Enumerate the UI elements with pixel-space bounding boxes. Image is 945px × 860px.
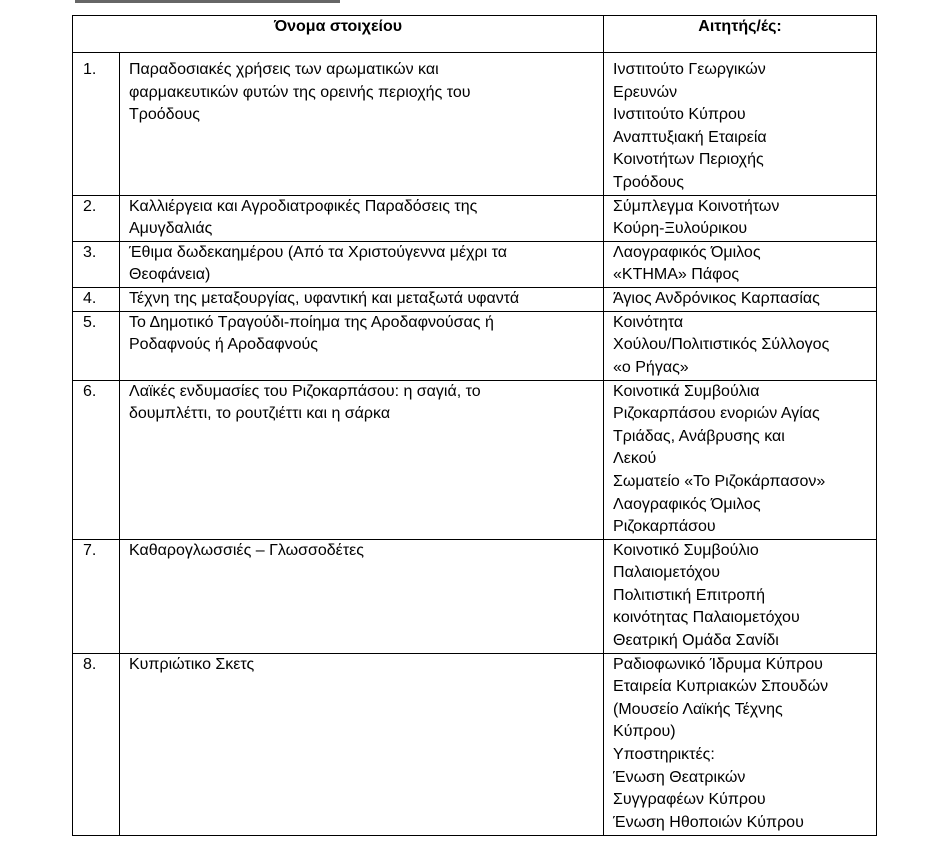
- applicant-line: Παλαιομετόχου: [613, 564, 721, 582]
- applicant-line: Ινστιτούτο Γεωργικών: [613, 61, 766, 78]
- table-row: [73, 539, 877, 653]
- table-row: [73, 241, 877, 287]
- element-name-line: Τροόδους: [129, 106, 200, 124]
- applicants-cell: [604, 653, 877, 835]
- element-name-cell: [120, 241, 604, 287]
- element-name-line: φαρμακευτικών φυτών της ορεινής περιοχής του: [129, 83, 471, 101]
- applicant-line: Σύμπλεγμα Κοινοτήτων: [613, 197, 780, 215]
- applicant-line: Ριζοκαρπάσου: [613, 518, 716, 536]
- element-name-cell: [120, 311, 604, 380]
- element-name-line: Κυπριώτικο Σκετς: [129, 655, 255, 673]
- applicant-line: Ριζοκαρπάσου ενοριών Αγίας: [613, 405, 820, 423]
- applicant-line: Κοινοτικό Συμβούλιο: [613, 541, 759, 559]
- applicants-cell: [604, 380, 877, 539]
- table-row: [73, 380, 877, 539]
- applicant-line: Ερευνών: [613, 83, 678, 101]
- applicants-cell: [604, 241, 877, 287]
- applicant-line: Τριάδας, Ανάβρυσης και: [613, 427, 785, 445]
- row-number: 5.: [73, 311, 120, 380]
- element-name-line: Το Δημοτικό Τραγούδι-ποίημα της Αροδαφνούσας ή: [129, 313, 494, 331]
- applicants-cell: [604, 539, 877, 653]
- element-name-cell: [120, 195, 604, 241]
- element-name-line: Αμυγδαλιάς: [129, 220, 213, 238]
- applicant-line: Κοινότητα: [613, 313, 684, 331]
- element-name-line: Παραδοσιακές χρήσεις των αρωματικών και: [129, 61, 439, 78]
- row-number: 8.: [73, 653, 120, 835]
- applicants-cell: [604, 195, 877, 241]
- applicant-line: Κύπρου): [613, 723, 676, 741]
- element-name-line: Τέχνη της μεταξουργίας, υφαντική και μεταξωτά υφαντά: [129, 289, 520, 307]
- element-name-cell: [120, 653, 604, 835]
- element-name-cell: [120, 53, 604, 196]
- row-number: 1.: [73, 53, 120, 196]
- table-row: [73, 53, 877, 196]
- applicant-line: κοινότητας Παλαιομετόχου: [613, 609, 800, 627]
- applicant-line: Κοινοτικά Συμβούλια: [613, 382, 760, 400]
- element-name-line: Ροδαφνούς ή Αροδαφνούς: [129, 336, 318, 354]
- applicant-line: Αναπτυξιακή Εταιρεία: [613, 128, 767, 146]
- applicant-line: «ΚΤΗΜΑ» Πάφος: [613, 266, 740, 284]
- element-name-line: Καλλιέργεια και Αγροδιατροφικές Παραδόσεις της: [129, 197, 478, 215]
- applicant-line: Σωματείο «Το Ριζοκάρπασον»: [613, 472, 826, 490]
- table-row: [73, 311, 877, 380]
- element-name-line: Έθιμα δωδεκαημέρου (Από τα Χριστούγεννα μέχρι τα: [129, 243, 507, 261]
- table-row: [73, 653, 877, 835]
- table-header-row: [73, 16, 877, 53]
- applicants-cell: [604, 287, 877, 311]
- applicant-line: Κούρη-Ξυλούρικου: [613, 220, 748, 238]
- applicant-line: Εταιρεία Κυπριακών Σπουδών: [613, 678, 829, 696]
- row-number: 7.: [73, 539, 120, 653]
- element-name-cell: [120, 539, 604, 653]
- row-number: 3.: [73, 241, 120, 287]
- applicant-line: Λεκού: [613, 450, 657, 468]
- applicant-line: Λαογραφικός Όμιλος: [613, 243, 761, 261]
- element-name-cell: [120, 287, 604, 311]
- applicants-cell: [604, 311, 877, 380]
- element-name-line: Καθαρογλωσσιές – Γλωσσοδέτες: [129, 541, 364, 559]
- applicant-line: Τροόδους: [613, 173, 684, 191]
- applicant-line: Ένωση Θεατρικών: [613, 768, 746, 786]
- element-name-line: Λαϊκές ενδυμασίες του Ριζοκαρπάσου: η σαγιά, το: [129, 382, 481, 400]
- header-element-name: Όνομα στοιχείου: [73, 16, 604, 53]
- applicant-line: Συγγραφέων Κύπρου: [613, 791, 766, 809]
- applicant-line: Λαογραφικός Όμιλος: [613, 495, 761, 513]
- row-number: 6.: [73, 380, 120, 539]
- top-rule: [75, 0, 340, 3]
- applicant-line: Ινστιτούτο Κύπρου: [613, 106, 746, 124]
- applicant-line: Ραδιοφωνικό Ίδρυμα Κύπρου: [613, 655, 823, 673]
- applicant-line: Υποστηρικτές:: [613, 746, 715, 764]
- applications-table: [72, 15, 877, 836]
- element-name-line: Θεοφάνεια): [129, 266, 211, 284]
- applicant-line: Ένωση Ηθοποιών Κύπρου: [613, 813, 804, 831]
- row-number: 4.: [73, 287, 120, 311]
- applicant-line: Κοινοτήτων Περιοχής: [613, 151, 764, 169]
- applicant-line: Πολιτιστική Επιτροπή: [613, 586, 765, 604]
- header-applicants: Αιτητής/ές:: [604, 16, 877, 53]
- applicant-line: (Μουσείο Λαϊκής Τέχνης: [613, 700, 783, 718]
- table-row: [73, 287, 877, 311]
- row-number: 2.: [73, 195, 120, 241]
- applicants-cell: [604, 53, 877, 196]
- element-name-cell: [120, 380, 604, 539]
- applicant-line: «ο Ρήγας»: [613, 358, 689, 376]
- element-name-line: δουμπλέττι, το ρουτζιέττι και η σάρκα: [129, 405, 391, 423]
- applicant-line: Θεατρική Ομάδα Σανίδι: [613, 632, 779, 650]
- table-row: [73, 195, 877, 241]
- applicant-line: Χούλου/Πολιτιστικός Σύλλογος: [613, 336, 830, 354]
- applicant-line: Άγιος Ανδρόνικος Καρπασίας: [613, 289, 820, 307]
